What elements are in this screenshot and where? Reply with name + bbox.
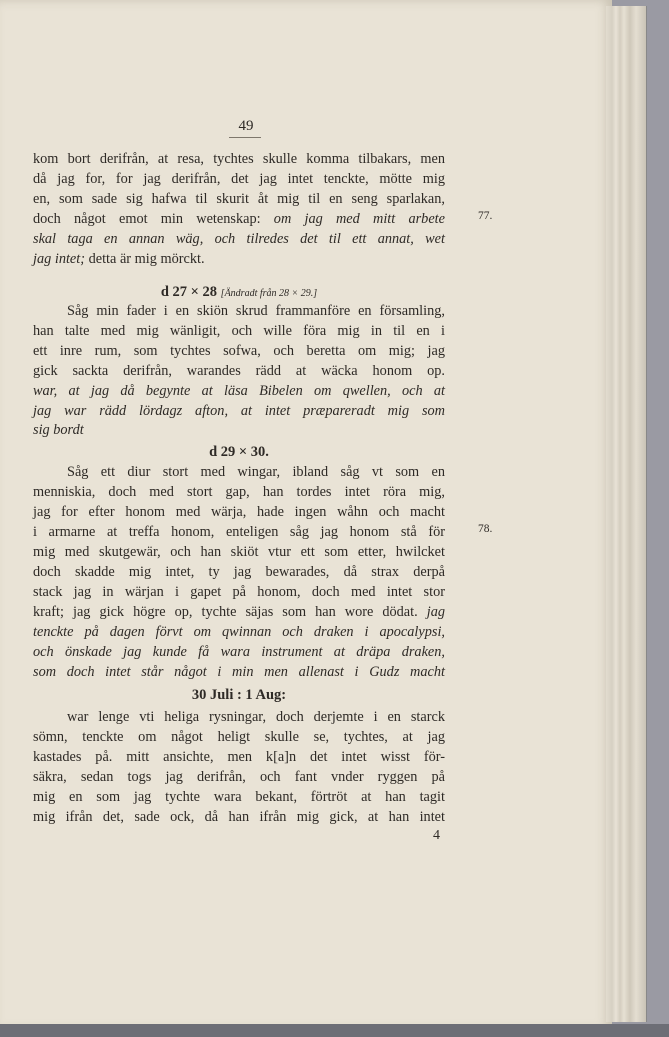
page-number-rule xyxy=(229,137,261,138)
text-line: jag for efter honom med wärja, hade ingen wåhn och macht xyxy=(33,504,445,520)
entry-heading: d 29 × 30. xyxy=(209,444,269,460)
text-line: doch något emot min wetenskap: om jag med mitt arbete xyxy=(33,211,445,227)
text-line: kraft; jag gick högre op, tychte säjas som han wore dödat. jag xyxy=(33,604,445,620)
text-line: doch skadde mig intet, ty jag bewarades, då strax derpå xyxy=(33,564,445,580)
text-line: som doch intet står något i min men allenast i Gudz macht xyxy=(33,664,445,680)
text-line: jag war rädd lördagz afton, at intet præpareradt mig som xyxy=(33,403,445,419)
text-line: en, som sade sig hafwa til skurit åt mig til en seng sparlakan, xyxy=(33,191,445,207)
text-line: Såg ett diur stort med wingar, ibland såg vt som en xyxy=(67,464,445,480)
text-line: sömn, tenckte om något heligt skulle se, tychtes, at jag xyxy=(33,729,445,745)
text-line: kom bort derifrån, at resa, tychtes skulle komma tilbakars, men xyxy=(33,151,445,167)
text-line: skal taga en annan wäg, och tilredes det til ett annat, wet xyxy=(33,231,445,247)
text-line: och önskade jag kunde få wara instrument at dräpa draken, xyxy=(33,644,445,660)
text-line: gick sackta derifrån, warandes rädd at wäcka honom op. xyxy=(33,363,445,379)
text-line: då jag for, for jag derifrån, det jag intet tenckte, mötte mig xyxy=(33,171,445,187)
text-line: war lenge vti heliga rysningar, doch derjemte i en starck xyxy=(67,709,445,725)
text-line: sig bordt xyxy=(33,422,84,438)
page-number: 49 xyxy=(238,118,254,134)
page-edges xyxy=(606,6,647,1022)
text-line: jag intet; detta är mig mörckt. xyxy=(33,251,205,267)
text-line: mig en som jag tychte wara bekant, förtröt at han tagit xyxy=(33,789,445,805)
text-line: war, at jag då begynte at läsa Bibelen om qwellen, och at xyxy=(33,383,445,399)
text-line: kastades på. mitt ansichte, men k[a]n det intet wisst för- xyxy=(33,749,445,765)
entry-heading: 30 Juli : 1 Aug: xyxy=(191,687,287,703)
text-line: mig ifrån det, sade ock, då han ifrån mig gick, at han intet xyxy=(33,809,445,825)
text-line: stack jag in wärjan i gapet på honom, doch med intet stor xyxy=(33,584,445,600)
entry-heading: d 27 × 28 [Ändradt från 28 × 29.] xyxy=(160,284,318,300)
text-line: mig med skutgewär, och han skiöt vtur ett som etter, hwilcket xyxy=(33,544,445,560)
background-strip xyxy=(0,1024,669,1037)
text-line: säkra, sedan togs jag derifrån, och fant vnder ryggen på xyxy=(33,769,445,785)
margin-note: 78. xyxy=(478,523,493,535)
text-line: han talte med mig wänligit, och wille föra mig in til en i xyxy=(33,323,445,339)
text-line: i armarne at treffa honom, enteligen såg jag honom stå för xyxy=(33,524,445,540)
text-line: menniskia, doch med stort gap, han tordes intet röra mig, xyxy=(33,484,445,500)
text-line: tenckte på dagen förvt om qwinnan och draken i apocalypsi, xyxy=(33,624,445,640)
text-line: Såg min fader i en skiön skrud frammanföre en församling, xyxy=(67,303,445,319)
text-line: ett inre rum, som tychtes sofwa, och beretta om mig; jag xyxy=(33,343,445,359)
margin-note: 77. xyxy=(478,210,493,222)
signature-mark: 4 xyxy=(433,828,440,843)
